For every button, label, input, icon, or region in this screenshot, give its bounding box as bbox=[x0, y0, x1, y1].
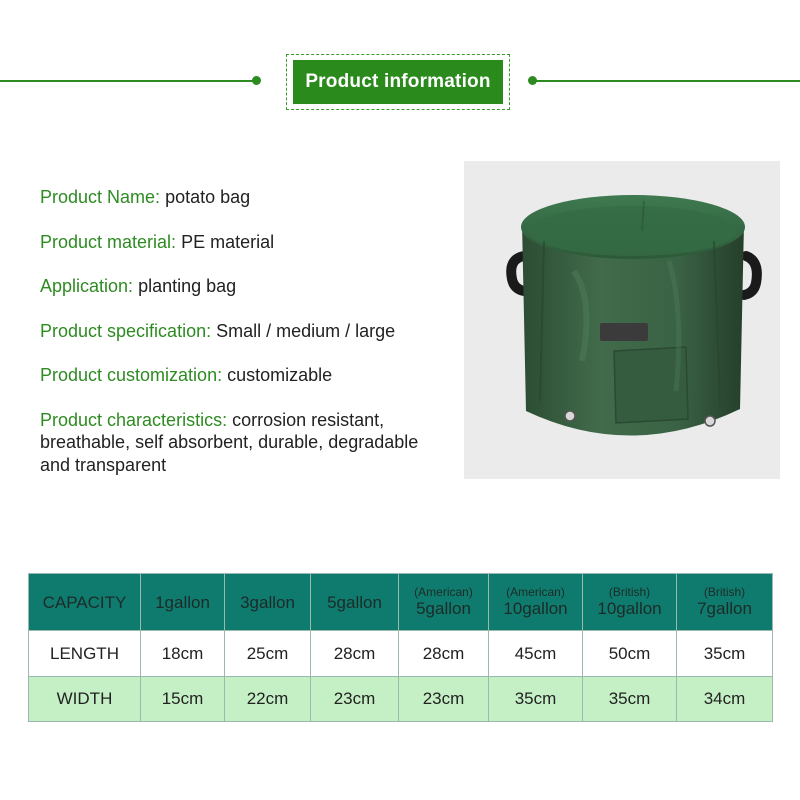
table-cell: 35cm bbox=[489, 677, 583, 722]
info-value: corrosion resistant, breathable, self absorbent, durable, degradable and transparent bbox=[40, 409, 419, 475]
column-main: 1gallon bbox=[155, 592, 210, 612]
table-cell: 18cm bbox=[141, 631, 225, 677]
column-sub: (American) bbox=[414, 585, 473, 599]
table-cell: 35cm bbox=[677, 631, 773, 677]
table-cell: 34cm bbox=[677, 677, 773, 722]
header-cell bbox=[489, 574, 583, 631]
table-header-row bbox=[29, 574, 773, 631]
info-key: Product characteristics: bbox=[40, 409, 228, 430]
table-cell: 28cm bbox=[399, 631, 489, 677]
info-specification bbox=[40, 320, 450, 342]
column-main: 5gallon bbox=[327, 592, 382, 612]
table-cell: 15cm bbox=[141, 677, 225, 722]
column-main: 10gallon bbox=[503, 599, 568, 618]
table-cell: 45cm bbox=[489, 631, 583, 677]
header-capacity-cell bbox=[29, 574, 141, 631]
column-main: 3gallon bbox=[240, 592, 295, 612]
info-key: Product Name: bbox=[40, 187, 161, 207]
column-sub: (American) bbox=[506, 585, 565, 599]
header-line-right bbox=[536, 80, 800, 82]
table-row-length bbox=[29, 631, 773, 677]
header-cell bbox=[399, 574, 489, 631]
header-dot-left bbox=[252, 76, 261, 85]
header-cell bbox=[225, 574, 311, 631]
table-cell: 23cm bbox=[399, 677, 489, 722]
info-key: Application: bbox=[40, 276, 134, 296]
capacity-table bbox=[28, 573, 773, 722]
capacity-label: CAPACITY bbox=[42, 592, 127, 612]
info-product-name bbox=[40, 186, 450, 208]
info-customization bbox=[40, 364, 450, 386]
header-line-left bbox=[0, 80, 256, 82]
table-cell: 23cm bbox=[311, 677, 399, 722]
column-main: 5gallon bbox=[416, 599, 471, 618]
product-info-list bbox=[40, 186, 450, 499]
info-value: planting bag bbox=[133, 276, 237, 296]
info-value: customizable bbox=[222, 365, 333, 385]
info-value: potato bag bbox=[160, 187, 251, 207]
product-photo bbox=[464, 161, 780, 479]
info-key: Product customization: bbox=[40, 365, 223, 385]
table-row-width bbox=[29, 677, 773, 722]
table-cell: 28cm bbox=[311, 631, 399, 677]
info-value: PE material bbox=[176, 231, 275, 252]
info-application bbox=[40, 275, 450, 297]
table-cell: 25cm bbox=[225, 631, 311, 677]
info-characteristics bbox=[40, 409, 450, 477]
column-sub: (British) bbox=[608, 585, 651, 599]
info-value: Small / medium / large bbox=[211, 320, 396, 341]
info-product-material bbox=[40, 231, 450, 253]
column-main: 7gallon bbox=[697, 599, 752, 618]
column-main: 10gallon bbox=[597, 599, 662, 618]
header-cell bbox=[141, 574, 225, 631]
row-label: WIDTH bbox=[29, 677, 141, 722]
table-cell: 35cm bbox=[583, 677, 677, 722]
header-cell bbox=[311, 574, 399, 631]
header-cell bbox=[677, 574, 773, 631]
table-cell: 22cm bbox=[225, 677, 311, 722]
column-sub: (British) bbox=[703, 585, 746, 599]
potato-bag-illustration bbox=[464, 161, 780, 479]
page-title: Product information bbox=[293, 60, 503, 104]
table-cell: 50cm bbox=[583, 631, 677, 677]
header-cell bbox=[583, 574, 677, 631]
info-key: Product material: bbox=[40, 231, 177, 252]
row-label: LENGTH bbox=[29, 631, 141, 677]
info-key: Product specification: bbox=[40, 320, 212, 341]
